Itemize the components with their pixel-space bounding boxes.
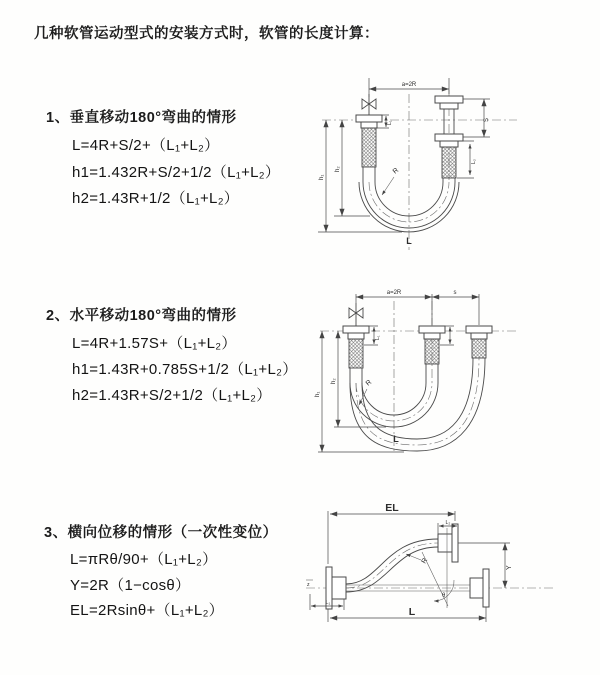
l1-label: L₁ [387,120,393,125]
h2-label: h₂ [335,166,341,172]
diagram-horizontal-180-bend [312,283,597,458]
radius-callout [382,167,400,195]
right-flange-assembly [466,326,492,358]
valve-icon [362,94,376,115]
dimension-h1 [318,120,402,232]
centerline-z-mark [306,580,313,588]
braided-hose-section [362,128,376,167]
l-label: L [408,606,416,618]
r-label: R [391,166,401,176]
y-label: Y [506,565,513,570]
radius-callout [359,379,373,405]
theta-label: θ [442,593,446,599]
h1-label: h₁ [315,391,321,397]
z-label: z [307,582,310,588]
s-curve-hose [346,539,438,592]
l-label: L [393,434,399,444]
dimension-el [328,502,455,564]
dimension-l [328,606,486,622]
s-label: S [484,117,490,122]
l2-label: L₂ [471,159,477,164]
dimension-l2 [457,141,477,178]
upper-right-flange [438,524,458,562]
a2r-label: a=2R [386,290,402,296]
el-label: EL [385,502,399,514]
braided-hose-section [442,147,456,178]
u-bend-hose [359,182,459,232]
a2r-label: a=2R [401,82,417,88]
h1-label: h₁ [319,174,325,180]
dimension-s [463,99,490,137]
section-3-formula-Y: Y=2R（1−cosθ） [70,577,191,594]
page-title: 几种软管运动型式的安装方式时，软管的长度计算： [34,26,379,42]
section-3-formula-L: L=πRθ/90+（L₁+L₂） [70,551,218,568]
left-flange-assembly [356,115,382,167]
l1-label: L₁ [325,600,331,606]
section-2-heading: 2、水平移动180°弯曲的情形 [46,308,237,324]
lower-right-flange [470,569,489,607]
left-flange-assembly [343,326,369,368]
s-label: s [453,290,457,296]
dimension-s [432,290,479,297]
braided-hose-section [472,339,486,358]
section-1-formula-L: L=4R+S/2+（L₁+L₂） [72,137,220,154]
l-label: L [406,236,412,246]
section-3-heading: 3、横向位移的情形（一次性变位） [44,525,278,541]
section-3-formula-EL: EL=2Rsinθ+（L₁+L₂） [70,602,224,619]
dimension-a2r [356,290,479,325]
braided-hose-section [425,339,439,364]
valve-icon [349,303,363,326]
section-2-formula-L: L=4R+1.57S+（L₁+L₂） [72,335,237,352]
h2-label: h₂ [331,378,337,384]
section-2-formula-h1: h1=1.43R+0.785S+1/2（L₁+L₂） [72,361,298,378]
l1-label: L₁ [375,335,381,340]
section-1-heading: 1、垂直移动180°弯曲的情形 [46,110,237,126]
section-1-formula-h2: h2=1.43R+1/2（L₁+L₂） [72,190,240,207]
section-2-formula-h2: h2=1.43R+S/2+1/2（L₁+L₂） [72,387,272,404]
r-label: R [364,378,374,388]
diagram-vertical-180-bend [312,70,597,255]
right-flange-assembly [435,96,463,178]
l2-label: L₂ [445,520,451,526]
r-label: R [420,557,430,565]
section-1-formula-h1: h1=1.432R+S/2+1/2（L₁+L₂） [72,164,281,181]
diagram-lateral-displacement [300,498,595,653]
braided-hose-section [349,339,363,368]
